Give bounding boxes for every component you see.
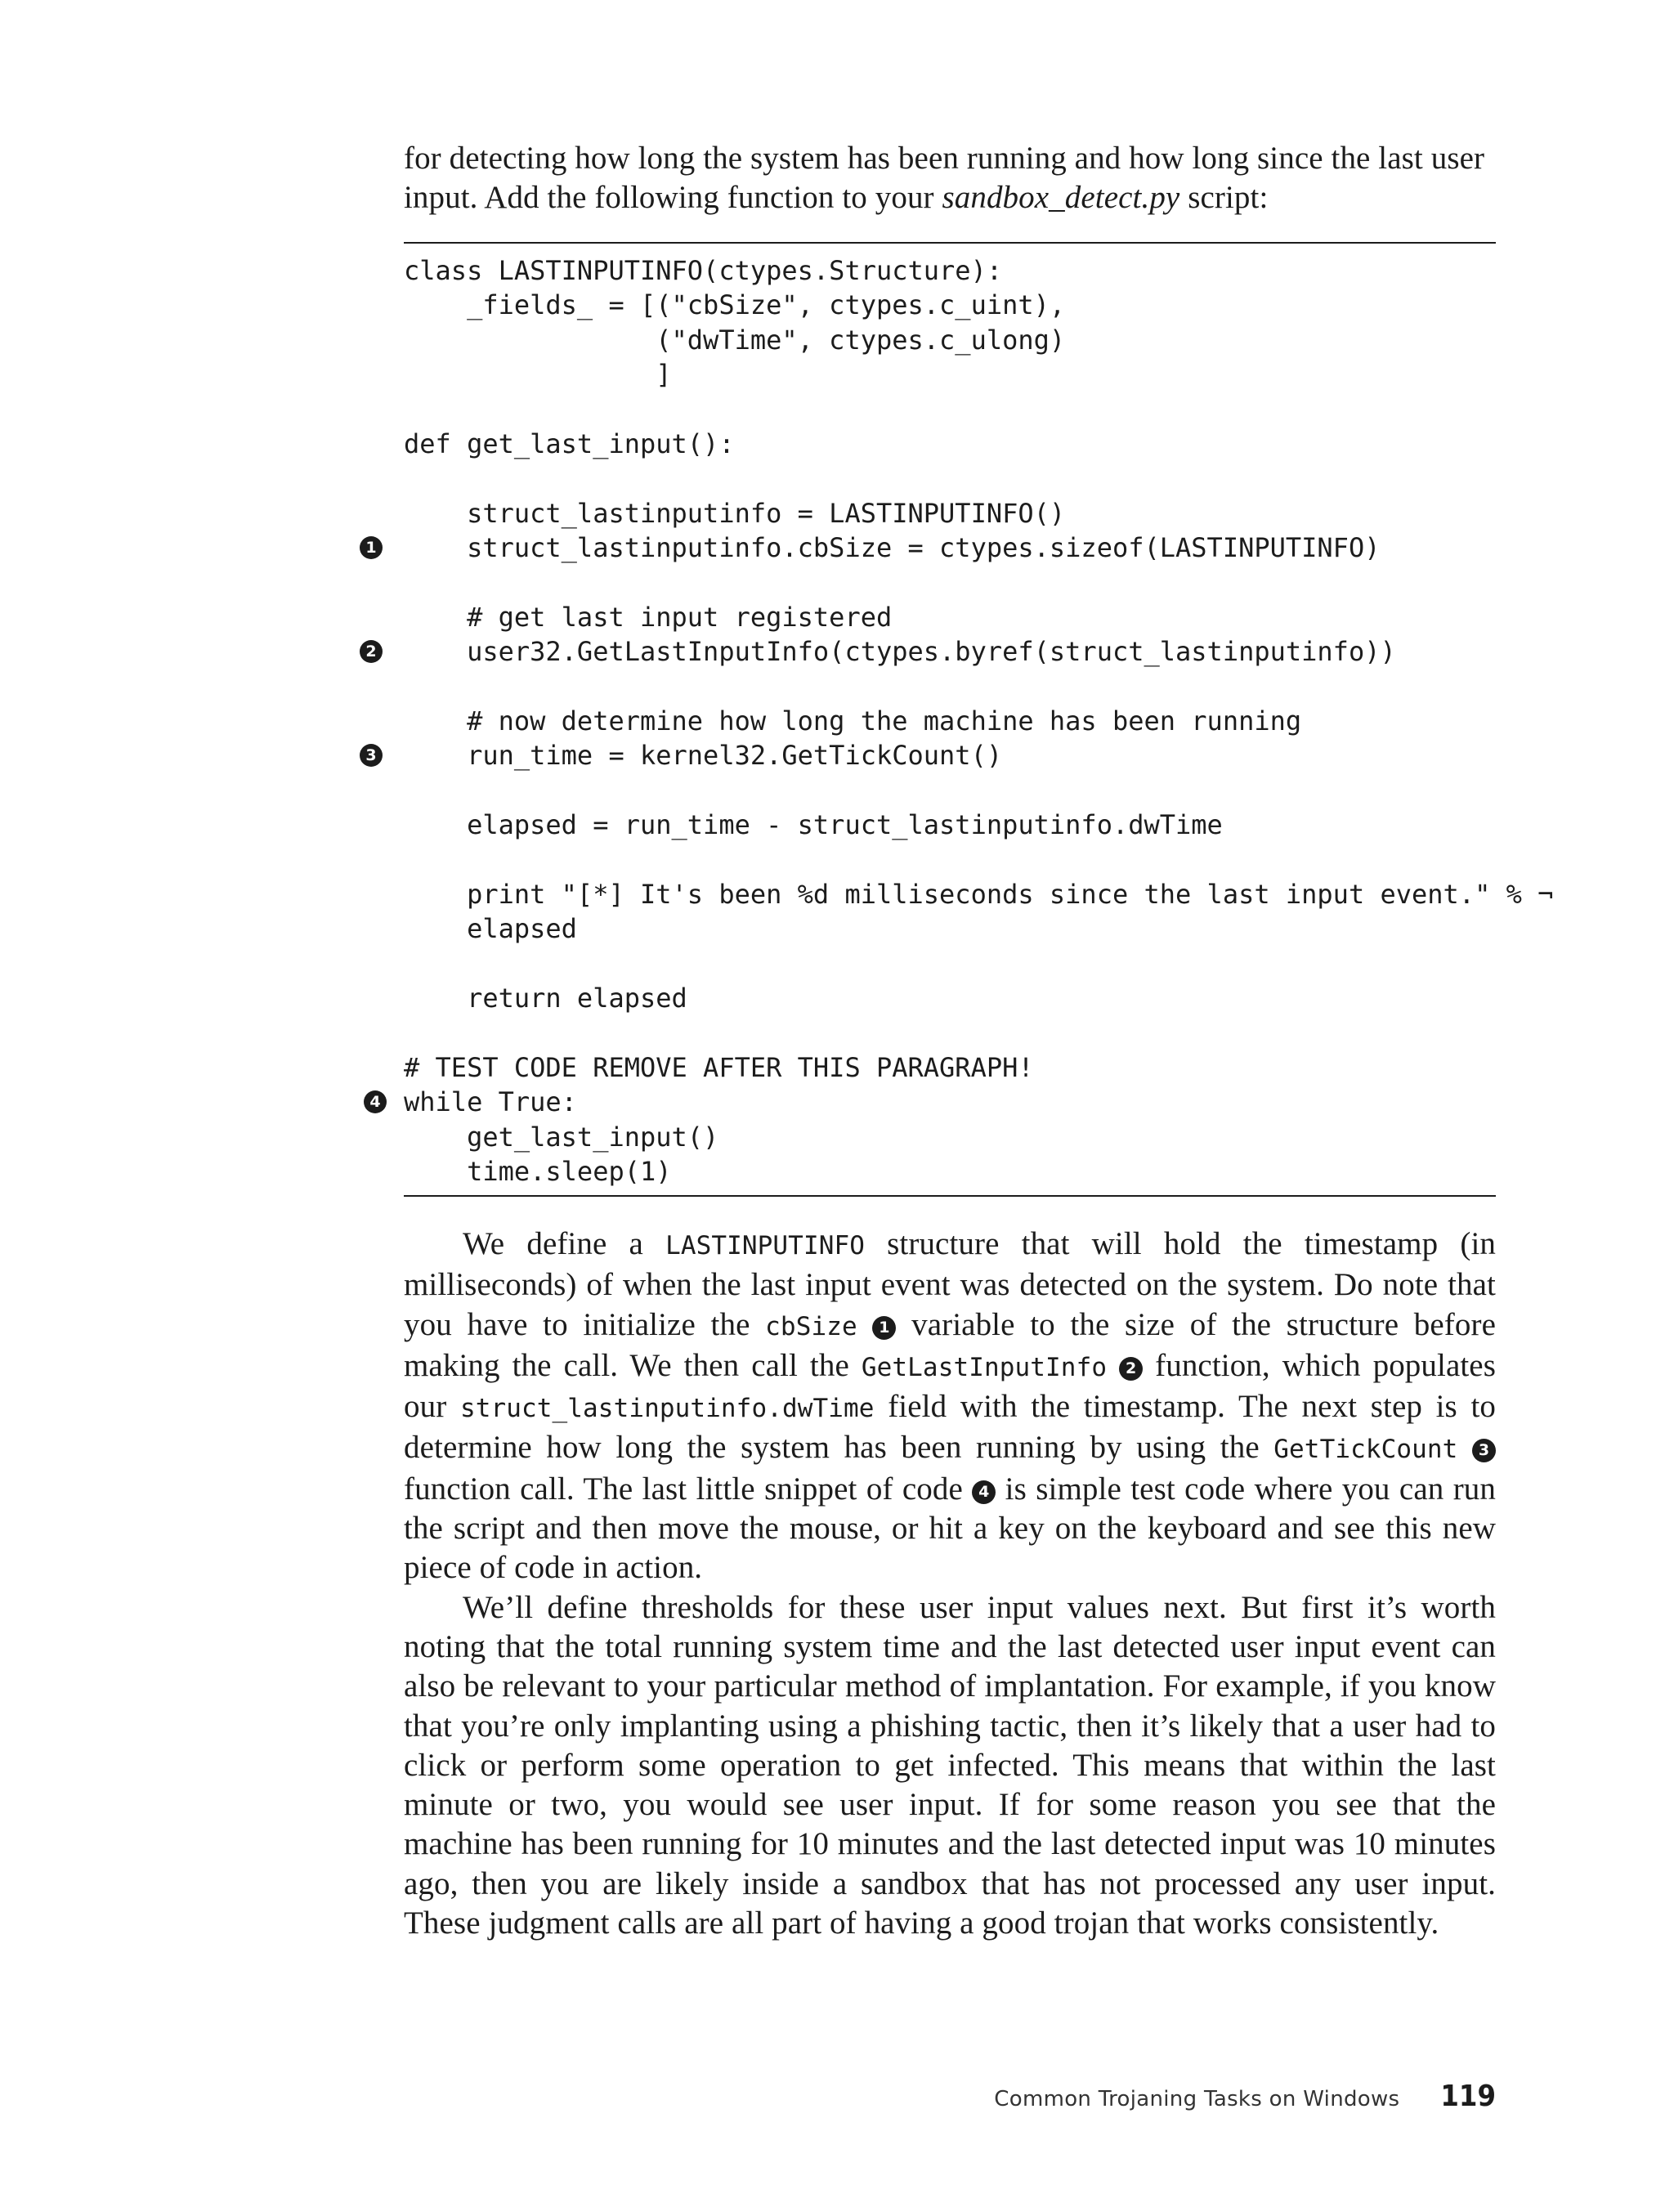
paragraph-thresholds: We’ll define thresholds for these user input values next. But first it’s worth noting that the total running system time and the last detected user input event can also be relevant to your particular method of implantation. For example, if you know that you’re only implanting using a phishing tactic, then it’s likely that a user had to click or perform some operation to get infected. This means that within the last minute or two, you would see user input. If for some reason you see that the machine has been running for 10 minutes and the last detected input was 10 minutes ago, then you are likely inside a sandbox that has not processed any user input. These judgment calls are all part of having a good trojan that works consistently. (404, 1589, 1496, 1941)
code-callout-marker: 3 (360, 744, 383, 767)
text-span: function call. The last little snippet of code (404, 1471, 973, 1507)
callout-marker-2: 2 (1119, 1357, 1143, 1381)
code-line (404, 323, 1496, 357)
code-callout-marker: 2 (360, 640, 383, 663)
code-term-gettickcount: GetTickCount (1273, 1435, 1458, 1465)
code-line (404, 911, 1496, 946)
code-line (404, 253, 1496, 288)
code-term-getlastinputinfo: GetLastInputInfo (861, 1352, 1108, 1382)
code-text: return elapsed (404, 983, 687, 1014)
code-listing (365, 253, 1554, 1189)
running-footer-title: Common Trojaning Tasks on Windows (994, 2087, 1400, 2111)
text-span: field with the timestamp. The next step is to determine how long the system has been running by using the (404, 1389, 1496, 1466)
code-line (404, 1120, 1496, 1154)
code-line (404, 600, 1496, 634)
code-line (404, 704, 1496, 738)
code-text: # TEST CODE REMOVE AFTER THIS PARAGRAPH! (404, 1051, 1034, 1083)
text-span: variable to the size of the structure before making the call. We then call the (404, 1306, 1496, 1383)
code-text: struct_lastinputinfo.cbSize = ctypes.sizeof(LASTINPUTINFO) (404, 532, 1381, 564)
code-line (404, 1050, 1496, 1085)
code-term-lastinputinfo: LASTINPUTINFO (665, 1231, 866, 1260)
code-line (404, 566, 1496, 600)
code-text: class LASTINPUTINFO(ctypes.Structure): (404, 255, 1003, 286)
code-line (404, 947, 1496, 981)
code-text: ] (404, 359, 672, 391)
code-line (404, 496, 1496, 531)
page-footer (994, 2080, 1496, 2120)
code-text: user32.GetLastInputInfo(ctypes.byref(struct_lastinputinfo)) (404, 636, 1396, 668)
code-text: _fields_ = [("cbSize", ctypes.c_uint), (404, 289, 1066, 321)
code-line (404, 392, 1496, 427)
callout-marker-4: 4 (972, 1480, 996, 1504)
code-line (404, 981, 1496, 1015)
code-text: def get_last_input(): (404, 428, 735, 459)
code-line (404, 669, 1496, 704)
code-text: struct_lastinputinfo = LASTINPUTINFO() (404, 497, 1066, 529)
paragraph-structure-explanation (404, 1225, 1496, 1588)
code-line (404, 808, 1496, 842)
text-span: We define a (463, 1226, 666, 1261)
code-top-rule (404, 242, 1496, 244)
code-term-cbsize: cbSize (765, 1311, 857, 1341)
code-text: print "[*] It's been %d milliseconds since the last input event." % ¬ (404, 879, 1554, 911)
code-line (404, 843, 1496, 877)
intro-text: for detecting how long the system has been running and how long since the last user input. Add the following function to your (404, 141, 1485, 216)
code-text: get_last_input() (404, 1121, 719, 1153)
code-line (404, 773, 1496, 808)
callout-marker-3: 3 (1472, 1439, 1496, 1462)
text-span: function, which populates our (404, 1347, 1496, 1425)
code-line (365, 738, 1496, 772)
code-callout-marker: 4 (364, 1090, 387, 1113)
code-line (404, 288, 1496, 322)
code-line (369, 1085, 1496, 1119)
code-line (404, 357, 1496, 392)
code-term-dwtime: struct_lastinputinfo.dwTime (459, 1394, 875, 1424)
code-line (404, 877, 1554, 911)
code-line (365, 531, 1496, 565)
code-text: # now determine how long the machine has been running (404, 705, 1302, 737)
page-number: 119 (1440, 2080, 1496, 2113)
code-line (404, 427, 1496, 461)
intro-paragraph (404, 139, 1496, 218)
callout-marker-1: 1 (872, 1316, 896, 1340)
code-bottom-rule (404, 1195, 1496, 1197)
script-filename: sandbox_detect.py (942, 180, 1180, 216)
code-text: run_time = kernel32.GetTickCount() (404, 740, 1003, 772)
code-text: elapsed = run_time - struct_lastinputinfo.dwTime (404, 809, 1223, 841)
text-span: structure that will hold the timestamp (in milliseconds) of when the last input event was detected on the system. Do note that you have to initialize the (404, 1226, 1496, 1342)
intro-text-end: script: (1179, 180, 1269, 216)
code-text: while True: (404, 1086, 577, 1118)
code-text: # get last input registered (404, 601, 893, 633)
code-line (404, 461, 1496, 495)
code-text: ("dwTime", ctypes.c_ulong) (404, 324, 1066, 356)
code-line (404, 1154, 1496, 1189)
body-text (404, 1225, 1496, 1943)
code-text: elapsed (404, 913, 577, 945)
code-text: time.sleep(1) (404, 1156, 672, 1188)
code-line (365, 634, 1496, 669)
code-line (404, 1016, 1496, 1050)
text-span: is simple test code where you can run the script and then move the mouse, or hit a key on the keyboard and see this new piece of code in action. (404, 1471, 1496, 1586)
code-callout-marker: 1 (360, 536, 383, 559)
